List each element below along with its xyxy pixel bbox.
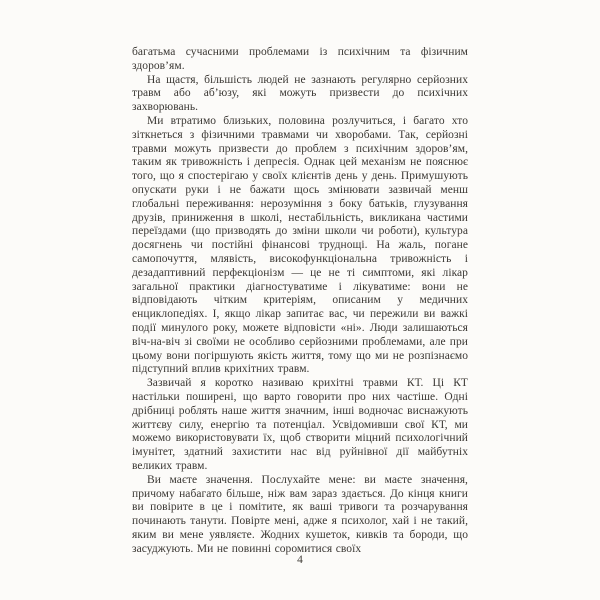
paragraph: Ми втратимо близьких, половина розлучиться, і багато хто зіткнеться з фізичними травмами чи хворобами. Так, серйозні травми можуть призвести до проблем з психічним здоров’ям, таким як тривожність і депресія. Однак цей механізм не пояснює того, що я спостерігаю у своїх клієнтів день у день. Примушують опускати руки і не бажати щось змінювати зазвичай менш глобальні переживання: нерозуміння з боку батьків, глузування друзів, приниження в школі, нестабільність, викликана частими переїздами (що призводять до зміни школи чи роботи), культура досягнень чи постійні фінансові труднощі. На жаль, погане самопочуття, млявість, високофункціональна тривожність і дезадаптивний перфекціонізм — це не ті симптоми, які лікар загальної практики діагностуватиме і лікуватиме: вони не відповідають чітким критеріям, описаним у медичних енциклопедіях. І, якщо лікар запитає вас, чи пережили ви важкі події минулого року, можете відповісти «ні». Люди залишаються віч-на-віч зі своїми не особливо серйозними проблемами, але при цьому вони погіршують якість життя, тому що ми не розпізнаємо підступний вплив крихітних травм. [132, 114, 468, 376]
page-number: 4 [297, 554, 303, 566]
paragraph: На щастя, більшість людей не зазнають регулярно серйозних травм або аб’юзу, які можуть призвести до психічних захворювань. [132, 73, 468, 114]
body-text [132, 46, 468, 556]
paragraph: Ви маєте значення. Послухайте мене: ви маєте значення, причому набагато більше, ніж вам зараз здається. До кінця книги ви повірите в це і помітите, як ваші тривоги та розчарування починають танути. Повірте мені, адже я психолог, хай і не такий, яким ви мене уявляєте. Жодних кушеток, кивків та бороди, що засуджують. Ми не повинні соромитися своїх [132, 473, 468, 555]
paragraph: багатьма сучасними проблемами із психічним та фізичним здоров’ям. [132, 46, 468, 72]
paragraph: Зазвичай я коротко називаю крихітні травми КТ. Ці КТ настільки поширені, що варто говорити про них частіше. Одні дрібниці роблять наше життя значним, інші водночас виснажують життєву силу, енергію та потенціал. Усвідомивши свої КТ, ми можемо використовувати їх, щоб створити міцний психологічний імунітет, здатний захистити нас від руйнівної дії майбутніх великих травм. [132, 377, 468, 472]
